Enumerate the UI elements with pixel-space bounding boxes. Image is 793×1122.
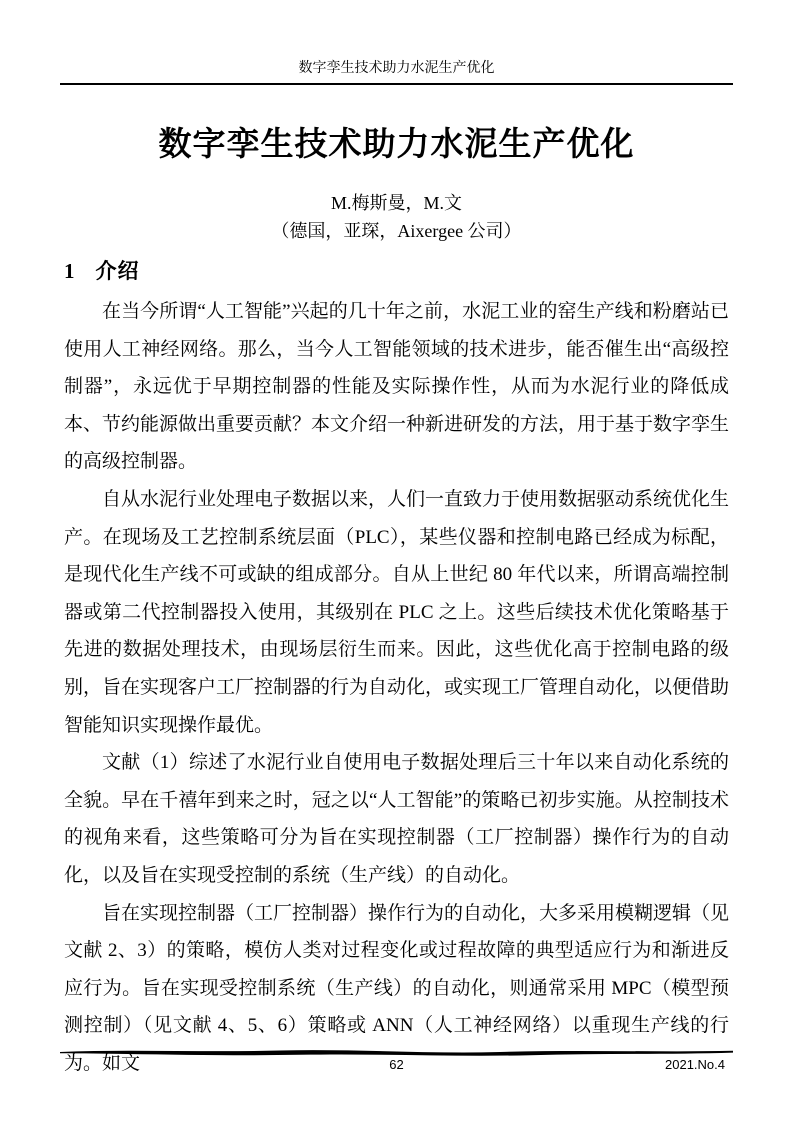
issue-label: 2021.No.4 <box>665 1057 725 1072</box>
paragraph-2: 自从水泥行业处理电子数据以来，人们一直致力于使用数据驱动系统优化生产。在现场及工艺控制系统层面（PLC），某些仪器和控制电路已经成为标配，是现代化生产线不可或缺的组成部分。自从上世纪 80 年代以来，所谓高端控制器或第二代控制器投入使用，其级别在 PLC 之上。这些后续技术优化策略基于先进的数据处理技术，由现场层衍生而来。因此，这些优化高于控制电路的级别，旨在实现客户工厂控制器的行为自动化，或实现工厂管理自动化，以便借助智能知识实现操作最优。 <box>64 488 730 736</box>
paragraph-3: 文献（1）综述了水泥行业自使用电子数据处理后三十年以来自动化系统的全貌。早在千禧年到来之时，冠之以“人工智能”的策略已初步实施。从控制技术的视角来看，这些策略可分为旨在实现控制器（工厂控制器）操作行为的自动化，以及旨在实现受控制的系统（生产线）的自动化。 <box>64 752 729 886</box>
paragraph-1: 在当今所谓“人工智能”兴起的几十年之前，水泥工业的窑生产线和粉磨站已使用人工神经网络。那么，当今人工智能领域的技术进步，能否催生出“高级控制器”，永远优于早期控制器的性能及实际操作性，从而为水泥行业的降低成本、节约能源做出重要贡献？本文介绍一种新进研发的方法，用于基于数字孪生的高级控制器。 <box>64 301 730 473</box>
page-number: 62 <box>389 1057 404 1072</box>
article-title: 数字孪生技术助力水泥生产优化 <box>158 124 635 163</box>
article-body <box>64 293 729 1082</box>
section-heading <box>64 257 140 285</box>
affiliation-line: （德国，亚琛，Aixergee 公司） <box>271 221 522 241</box>
paragraph-4: 旨在实现控制器（工厂控制器）操作行为的自动化，大多采用模糊逻辑（见文献 2、3）的策略，模仿人类对过程变化或过程故障的典型适应行为和渐进反应行为。旨在实现受控制系统（生产线）的自动化，则通常采用 MPC（模型预测控制）（见文献 4、5、6）策略或 ANN（人工神经网络）以重现生产线的行为。如文 <box>64 902 730 1074</box>
authors-line: M.梅斯曼，M.文 <box>330 193 462 213</box>
running-header: 数字孪生技术助力水泥生产优化 <box>60 60 733 85</box>
section-number: 1 <box>64 259 75 283</box>
section-title: 介绍 <box>95 259 140 283</box>
